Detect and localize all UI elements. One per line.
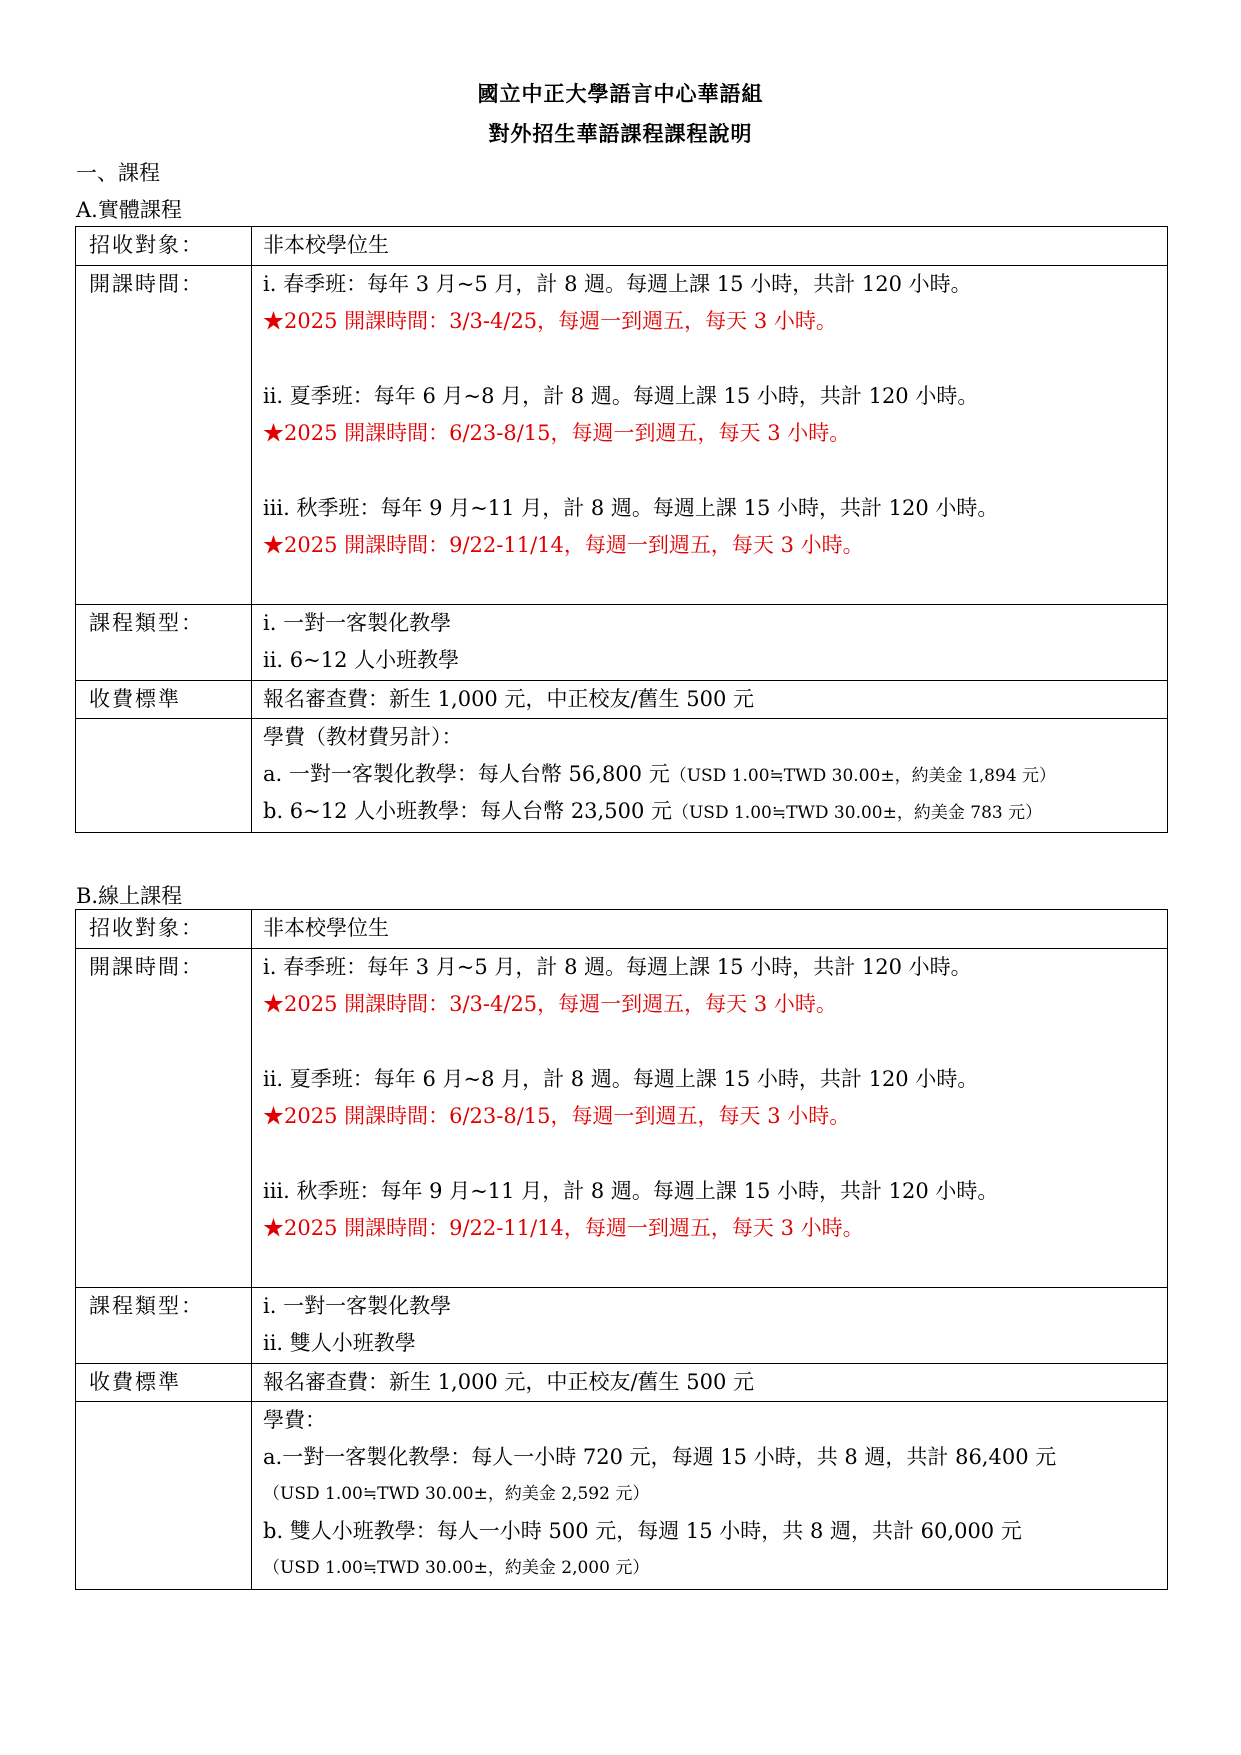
- content-cell: [252, 1402, 1168, 1590]
- course-type-item: i. 一對一客製化教學: [263, 1294, 452, 1318]
- content-cell: [252, 1288, 1168, 1364]
- summer-term: ii. 夏季班：每年 6 月~8 月，計 8 週。每週上課 15 小時，共計 120 小時。: [263, 1067, 979, 1091]
- schedule-label: 開課時間：: [89, 272, 204, 296]
- tuition-item-a: [263, 756, 1163, 793]
- table-row-schedule: [76, 949, 1168, 1288]
- tuition-b-main: b. 雙人小班教學：每人一小時 500 元，每週 15 小時，共 8 週，共計 60,000 元: [263, 1519, 1022, 1543]
- course-type-item: ii. 雙人小班教學: [263, 1331, 416, 1355]
- content-cell: [252, 681, 1168, 719]
- summer-term: ii. 夏季班：每年 6 月~8 月，計 8 週。每週上課 15 小時，共計 120 小時。: [263, 384, 979, 408]
- tuition-b-note: （USD 1.00≒TWD 30.00±，約美金 783 元）: [671, 803, 1043, 823]
- label-cell: [76, 1402, 252, 1590]
- section-b-heading: B.線上課程: [76, 884, 183, 908]
- spring-2025-dates: ★2025 開課時間：3/3-4/25，每週一到週五，每天 3 小時。: [263, 309, 837, 333]
- table-row-fee: [76, 681, 1168, 719]
- label-cell: [76, 1288, 252, 1364]
- content-cell: [252, 949, 1168, 1288]
- target-value: 非本校學位生: [263, 916, 389, 940]
- online-course-table: [75, 909, 1168, 1590]
- spring-term: i. 春季班：每年 3 月~5 月，計 8 週。每週上課 15 小時，共計 120 小時。: [263, 272, 972, 296]
- label-cell: [76, 719, 252, 833]
- autumn-term: iii. 秋季班：每年 9 月~11 月，計 8 週。每週上課 15 小時，共計 120 小時。: [263, 1179, 999, 1203]
- label-cell: [76, 681, 252, 719]
- autumn-term: iii. 秋季班：每年 9 月~11 月，計 8 週。每週上課 15 小時，共計 120 小時。: [263, 496, 999, 520]
- table-row-schedule: [76, 266, 1168, 605]
- course-type-label: 課程類型：: [89, 1294, 204, 1318]
- target-label: 招收對象：: [89, 916, 204, 940]
- tuition-a-note: （USD 1.00≒TWD 30.00±，約美金 1,894 元）: [669, 766, 1057, 786]
- section-heading-courses: 一、課程: [76, 161, 160, 185]
- in-person-course-table: [75, 226, 1168, 833]
- fee-label: 收費標準: [89, 687, 181, 711]
- summer-2025-dates: ★2025 開課時間：6/23-8/15，每週一到週五，每天 3 小時。: [263, 1104, 851, 1128]
- document-title: 國立中正大學語言中心華語組: [477, 81, 764, 106]
- table-row-tuition: [76, 1402, 1168, 1590]
- spring-term: i. 春季班：每年 3 月~5 月，計 8 週。每週上課 15 小時，共計 120 小時。: [263, 955, 972, 979]
- tuition-a-main: a.一對一客製化教學：每人一小時 720 元，每週 15 小時，共 8 週，共計 86,400 元: [263, 1445, 1057, 1469]
- label-cell: [76, 605, 252, 681]
- content-cell: [252, 266, 1168, 605]
- tuition-a-note: （USD 1.00≒TWD 30.00±，約美金 2,592 元）: [263, 1484, 650, 1504]
- table-row-target: [76, 227, 1168, 266]
- table-row-course-type: [76, 605, 1168, 681]
- label-cell: [76, 910, 252, 949]
- spring-2025-dates: ★2025 開課時間：3/3-4/25，每週一到週五，每天 3 小時。: [263, 992, 837, 1016]
- label-cell: [76, 266, 252, 605]
- schedule-label: 開課時間：: [89, 955, 204, 979]
- label-cell: [76, 949, 252, 1288]
- content-cell: [252, 605, 1168, 681]
- table-row-course-type: [76, 1288, 1168, 1364]
- fee-label: 收費標準: [89, 1370, 181, 1394]
- target-label: 招收對象：: [89, 233, 204, 257]
- table-row-tuition: [76, 719, 1168, 833]
- label-cell: [76, 227, 252, 266]
- content-cell: [252, 1364, 1168, 1402]
- tuition-b-main: b. 6~12 人小班教學：每人台幣 23,500 元: [263, 799, 672, 823]
- registration-fee: 報名審查費：新生 1,000 元，中正校友/舊生 500 元: [263, 687, 754, 711]
- document-subtitle: 對外招生華語課程課程說明: [488, 121, 753, 146]
- tuition-item-b: [263, 793, 1163, 830]
- registration-fee: 報名審查費：新生 1,000 元，中正校友/舊生 500 元: [263, 1370, 754, 1394]
- autumn-2025-dates: ★2025 開課時間：9/22-11/14，每週一到週五，每天 3 小時。: [263, 1216, 864, 1240]
- tuition-a-main: a. 一對一客製化教學：每人台幣 56,800 元: [263, 762, 670, 786]
- table-row-fee: [76, 1364, 1168, 1402]
- section-a-heading: A.實體課程: [76, 198, 182, 222]
- course-type-label: 課程類型：: [89, 611, 204, 635]
- content-cell: [252, 227, 1168, 266]
- content-cell: [252, 910, 1168, 949]
- target-value: 非本校學位生: [263, 233, 389, 257]
- tuition-b-note: （USD 1.00≒TWD 30.00±，約美金 2,000 元）: [263, 1558, 650, 1578]
- tuition-heading: 學費：: [263, 1408, 326, 1432]
- label-cell: [76, 1364, 252, 1402]
- course-type-item: i. 一對一客製化教學: [263, 611, 452, 635]
- summer-2025-dates: ★2025 開課時間：6/23-8/15，每週一到週五，每天 3 小時。: [263, 421, 851, 445]
- tuition-heading: 學費（教材費另計）：: [263, 725, 463, 749]
- content-cell: [252, 719, 1168, 833]
- table-row-target: [76, 910, 1168, 949]
- course-type-item: ii. 6~12 人小班教學: [263, 648, 460, 672]
- autumn-2025-dates: ★2025 開課時間：9/22-11/14，每週一到週五，每天 3 小時。: [263, 533, 864, 557]
